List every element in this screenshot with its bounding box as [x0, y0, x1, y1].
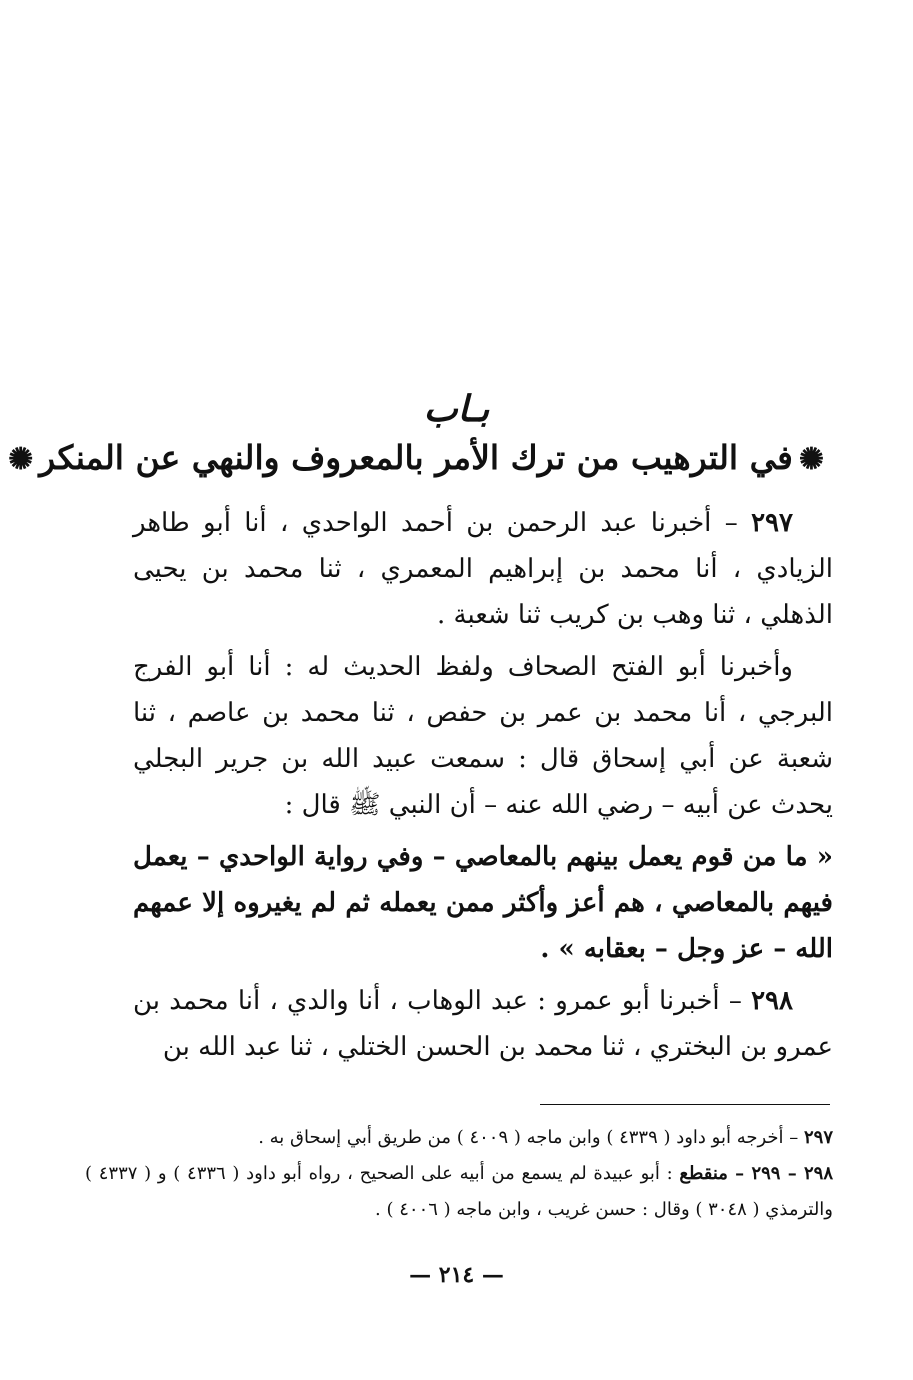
chapter-title [8, 438, 830, 477]
page-number: — ٢١٤ — [409, 1262, 504, 1288]
hadith-paragraph-298 [133, 978, 833, 1070]
paragraph-text: – أخبرنا أبو عمرو : عبد الوهاب ، أنا والدي ، أنا محمد بن عمرو بن البختري ، ثنا محمد بن الحسن الختلي ، ثنا عبد الله بن [133, 986, 833, 1062]
hadith-paragraph-297 [133, 500, 833, 638]
footnote-text: – أخرجه أبو داود ( ٤٣٣٩ ) وابن ماجه ( ٤٠٠٩ ) من طريق أبي إسحاق به . [258, 1127, 804, 1148]
footnote-number: ٢٩٧ [803, 1127, 833, 1148]
hadith-number: ٢٩٨ [751, 986, 793, 1016]
chain-paragraph [133, 644, 833, 828]
paragraph-text: – أخبرنا عبد الرحمن بن أحمد الواحدي ، أنا أبو طاهر الزيادي ، أنا محمد بن إبراهيم المعمري ، ثنا محمد بن يحيى الذهلي ، ثنا وهب بن كريب ثنا شعبة . [133, 508, 833, 630]
footnote-297 [85, 1120, 833, 1156]
paragraph-text: وأخبرنا أبو الفتح الصحاف ولفظ الحديث له : أنا أبو الفرج البرجي ، أنا محمد بن عمر بن حفص ، ثنا محمد بن عاصم ، ثنا شعبة عن أبي إسحاق قال : سمعت عبيد الله بن جرير البجلي يحدث عن أبيه – رضي الله عنه – أن النبي ﷺ قال : [133, 652, 833, 820]
chapter-title-text: في الترهيب من ترك الأمر بالمعروف والنهي عن المنكر [39, 438, 793, 477]
footnote-number: ٢٩٨ – ٢٩٩ – منقطع [679, 1163, 833, 1184]
ornament-star-icon: ✺ [798, 442, 824, 477]
hadith-number: ٢٩٧ [751, 508, 793, 538]
footnotes [85, 1120, 833, 1228]
footnote-divider [540, 1104, 830, 1105]
hadith-quote: « ما من قوم يعمل بينهم بالمعاصي – وفي رواية الواحدي – يعمل فيهم بالمعاصي ، هم أعز وأكثر ممن يعمله ثم لم يغيروه إلا عمهم الله – عز وجل – بعقابه » . [133, 842, 833, 964]
chapter-label: بـاب [423, 388, 490, 430]
main-text [133, 500, 833, 1076]
ornament-star-icon: ✺ [8, 442, 34, 477]
footnote-text: : أبو عبيدة لم يسمع من أبيه على الصحيح ، رواه أبو داود ( ٤٣٣٦ ) و ( ٤٣٣٧ ) والترمذي ( ٣٠٤٨ ) وقال : حسن غريب ، وابن ماجه ( ٤٠٠٦ ) . [85, 1163, 833, 1220]
footnote-298-299 [85, 1156, 833, 1228]
